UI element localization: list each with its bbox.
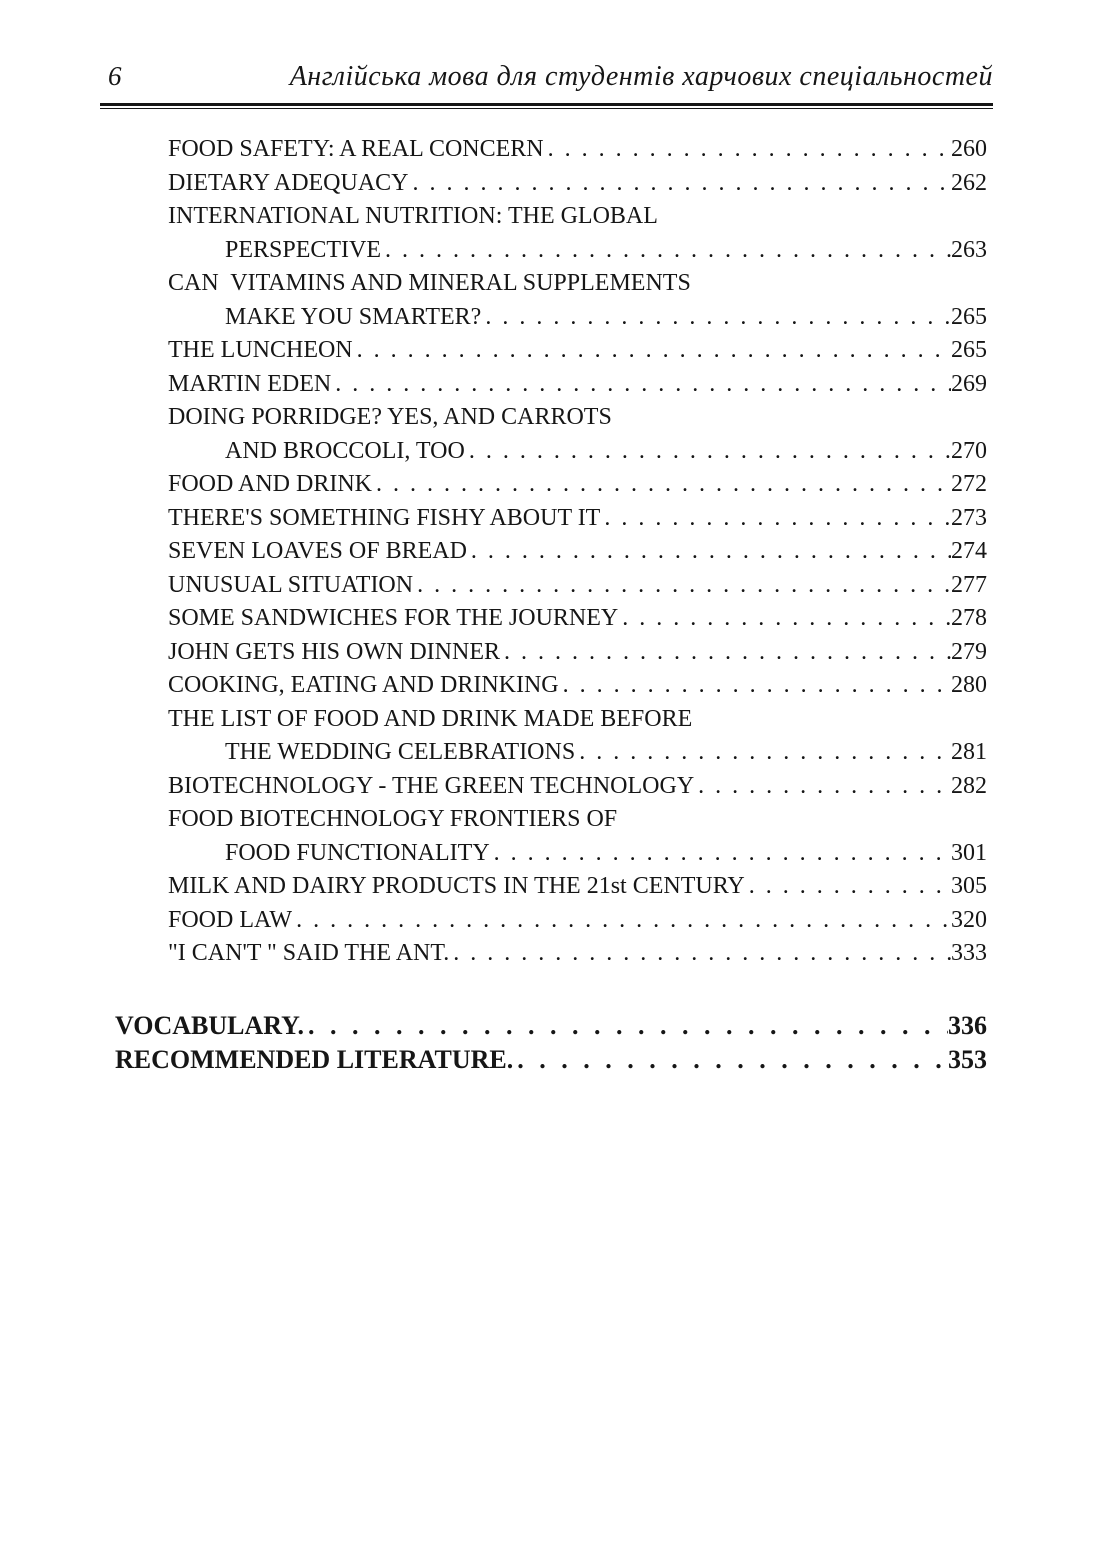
toc-entry-line bbox=[168, 167, 987, 201]
entry-title: FOOD BIOTECHNOLOGY FRONTIERS OF bbox=[168, 806, 618, 832]
toc-entry-line bbox=[168, 937, 987, 971]
dot-leader bbox=[494, 837, 951, 871]
dot-leader bbox=[563, 669, 951, 703]
page-ref: 265 bbox=[951, 303, 987, 330]
toc-entry bbox=[168, 770, 987, 804]
page-ref: 333 bbox=[951, 940, 987, 966]
dot-leader bbox=[385, 234, 951, 268]
toc-entry bbox=[168, 602, 987, 636]
dot-leader bbox=[357, 334, 951, 368]
page-ref: 265 bbox=[951, 337, 987, 363]
entry-title: COOKING, EATING AND DRINKING bbox=[168, 672, 559, 698]
page-ref: 270 bbox=[951, 437, 987, 464]
toc-list bbox=[168, 133, 987, 971]
entry-title: THE LUNCHEON bbox=[168, 337, 353, 363]
entry-title: RECOMMENDED LITERATURE. bbox=[115, 1044, 514, 1074]
toc-entry-line bbox=[168, 368, 987, 402]
entry-title: MAKE YOU SMARTER? bbox=[225, 303, 482, 330]
toc-entry bbox=[168, 401, 987, 468]
toc-entry bbox=[168, 669, 987, 703]
toc-entry-line bbox=[168, 602, 987, 636]
toc-entry-line bbox=[168, 703, 987, 737]
toc-entry-line bbox=[168, 904, 987, 938]
toc-entry-line bbox=[168, 334, 987, 368]
toc-entry-line bbox=[168, 803, 987, 837]
entry-title: INTERNATIONAL NUTRITION: THE GLOBAL bbox=[168, 203, 658, 229]
entry-title: FOOD AND DRINK bbox=[168, 471, 373, 497]
page-ref: 279 bbox=[951, 638, 987, 665]
page-ref: 353 bbox=[948, 1044, 987, 1074]
entry-title: CAN VITAMINS AND MINERAL SUPPLEMENTS bbox=[168, 270, 691, 296]
page-number: 6 bbox=[108, 61, 122, 91]
dot-leader bbox=[517, 1043, 948, 1077]
toc-entry bbox=[168, 368, 987, 402]
dot-leader bbox=[548, 133, 951, 167]
toc-entry bbox=[168, 133, 987, 167]
page-ref: 269 bbox=[951, 370, 987, 397]
dot-leader bbox=[622, 602, 951, 636]
page-ref: 282 bbox=[951, 772, 987, 799]
toc-entry bbox=[168, 502, 987, 536]
page-ref: 320 bbox=[951, 906, 987, 933]
toc-entry bbox=[168, 267, 987, 334]
page-ref: 301 bbox=[951, 839, 987, 866]
entry-title: UNUSUAL SITUATION bbox=[168, 571, 414, 598]
toc-entry bbox=[168, 636, 987, 670]
entry-title: SOME SANDWICHES FOR THE JOURNEY bbox=[168, 605, 619, 631]
dot-leader bbox=[471, 535, 951, 569]
toc-entry-line bbox=[168, 468, 987, 502]
toc-entry-line bbox=[168, 200, 987, 234]
dot-leader bbox=[604, 502, 951, 536]
running-title: Англійська мова для студентів харчових спеціальностей bbox=[289, 61, 993, 92]
dot-leader bbox=[335, 368, 951, 402]
dot-leader bbox=[749, 870, 951, 904]
entry-title: FOOD LAW bbox=[168, 906, 293, 933]
dot-leader bbox=[469, 435, 951, 469]
dot-leader bbox=[579, 736, 951, 770]
dot-leader bbox=[296, 904, 951, 938]
toc-entry-line bbox=[168, 234, 987, 268]
page-ref: 280 bbox=[951, 672, 987, 698]
page-ref: 273 bbox=[951, 504, 987, 531]
entry-title: JOHN GETS HIS OWN DINNER bbox=[168, 638, 500, 665]
toc-entry-line bbox=[168, 736, 987, 770]
dot-leader bbox=[504, 636, 951, 670]
dot-leader bbox=[376, 468, 951, 502]
toc-entry-line bbox=[168, 133, 987, 167]
page-ref: 260 bbox=[951, 136, 987, 162]
page-ref: 336 bbox=[948, 1010, 987, 1040]
entry-title: VOCABULARY. bbox=[115, 1010, 305, 1040]
toc-entry-line bbox=[168, 870, 987, 904]
page-ref: 263 bbox=[951, 236, 987, 263]
entry-title: MILK AND DAIRY PRODUCTS IN THE 21st CENTURY bbox=[168, 873, 745, 899]
entry-title: FOOD FUNCTIONALITY bbox=[225, 839, 490, 866]
page-ref: 277 bbox=[951, 571, 987, 598]
toc-entry bbox=[168, 535, 987, 569]
toc-entry-line bbox=[168, 669, 987, 703]
toc-entry-line bbox=[168, 502, 987, 536]
dot-leader bbox=[417, 569, 951, 603]
toc-entry bbox=[168, 870, 987, 904]
page-header bbox=[100, 58, 993, 95]
toc-entry bbox=[168, 803, 987, 870]
toc-entry bbox=[168, 904, 987, 938]
entry-title: FOOD SAFETY: A REAL CONCERN bbox=[168, 136, 544, 162]
dot-leader bbox=[698, 770, 951, 804]
back-matter-entry bbox=[115, 1043, 987, 1077]
entry-title: THE LIST OF FOOD AND DRINK MADE BEFORE bbox=[168, 705, 693, 732]
dot-leader bbox=[413, 167, 951, 201]
page-ref: 274 bbox=[951, 538, 987, 564]
toc-entry bbox=[168, 334, 987, 368]
toc-entry bbox=[168, 200, 987, 267]
entry-title: "I CAN'T " SAID THE ANT. bbox=[168, 940, 450, 966]
dot-leader bbox=[308, 1009, 948, 1043]
entry-title: DOING PORRIDGE? YES, AND CARROTS bbox=[168, 404, 612, 430]
dot-leader bbox=[453, 937, 951, 971]
toc-entry-line bbox=[168, 401, 987, 435]
back-matter-entry bbox=[115, 1009, 987, 1043]
entry-title: SEVEN LOAVES OF BREAD bbox=[168, 538, 467, 564]
toc-entry-line bbox=[168, 435, 987, 469]
toc-entry-line bbox=[168, 569, 987, 603]
page-ref: 281 bbox=[951, 739, 987, 765]
page-ref: 272 bbox=[951, 471, 987, 497]
entry-title: THERE'S SOMETHING FISHY ABOUT IT bbox=[168, 504, 601, 531]
entry-title: MARTIN EDEN bbox=[168, 370, 332, 397]
toc-entry-line bbox=[168, 837, 987, 871]
toc-entry-line bbox=[168, 301, 987, 335]
toc-entry bbox=[168, 937, 987, 971]
toc-entry bbox=[168, 167, 987, 201]
toc-entry-line bbox=[168, 636, 987, 670]
back-matter-list bbox=[115, 1009, 987, 1077]
entry-title: AND BROCCOLI, TOO bbox=[225, 437, 465, 464]
entry-title: DIETARY ADEQUACY bbox=[168, 169, 409, 196]
toc-entry-line bbox=[168, 267, 987, 301]
page-ref: 278 bbox=[951, 605, 987, 631]
entry-title: THE WEDDING CELEBRATIONS bbox=[225, 739, 576, 765]
header-rule bbox=[100, 103, 993, 109]
toc-entry-line bbox=[168, 770, 987, 804]
toc-entry bbox=[168, 703, 987, 770]
toc-entry bbox=[168, 569, 987, 603]
page-ref: 305 bbox=[951, 873, 987, 899]
entry-title: BIOTECHNOLOGY - THE GREEN TECHNOLOGY bbox=[168, 772, 695, 799]
toc-entry-line bbox=[168, 535, 987, 569]
dot-leader bbox=[485, 301, 951, 335]
page-ref: 262 bbox=[951, 169, 987, 196]
entry-title: PERSPECTIVE bbox=[225, 236, 382, 263]
toc-entry bbox=[168, 468, 987, 502]
